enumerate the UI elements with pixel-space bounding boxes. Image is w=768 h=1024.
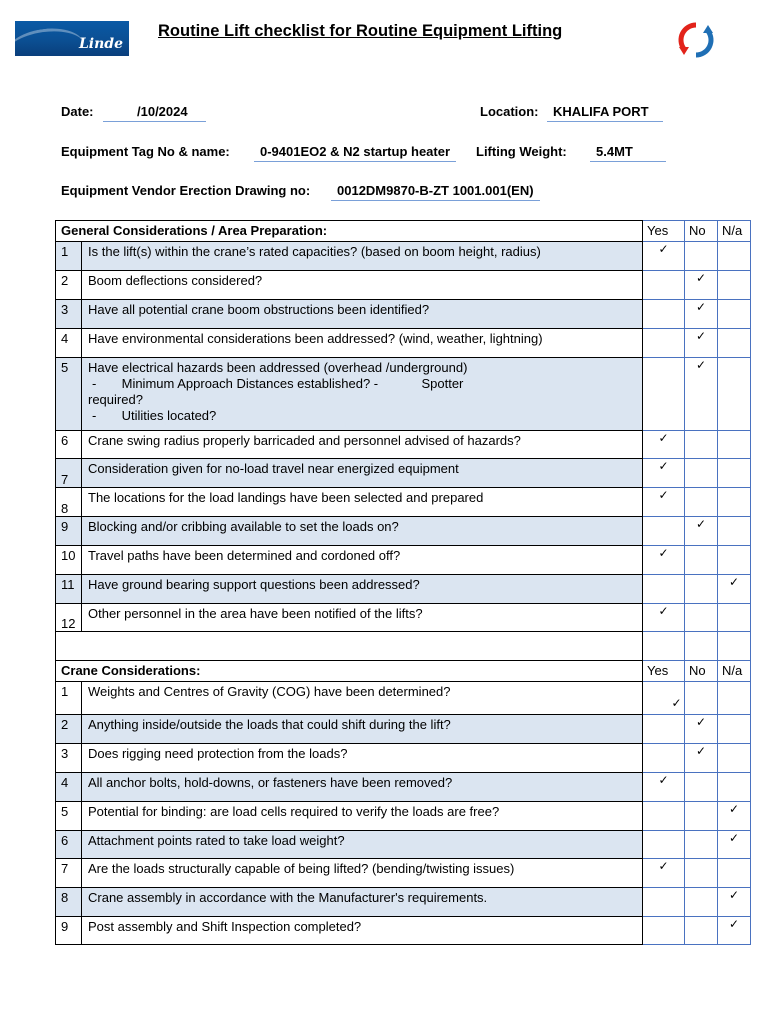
row-question xyxy=(82,329,643,358)
logo-text: Linde xyxy=(78,36,123,52)
check-mark-icon: ✓ xyxy=(728,831,740,845)
checkbox-yes[interactable] xyxy=(643,802,685,831)
question-text: Anything inside/outside the loads that could shift during the lift? xyxy=(88,717,451,732)
check-mark-icon: ✓ xyxy=(695,271,707,285)
checklist-row xyxy=(56,459,751,488)
checklist-row xyxy=(56,744,751,773)
checkbox-yes[interactable] xyxy=(643,546,685,575)
blank-mark-cell xyxy=(685,632,718,661)
checkbox-na[interactable] xyxy=(718,682,751,715)
question-text: Does rigging need protection from the loads? xyxy=(88,746,348,761)
question-text: Have environmental considerations been addressed? (wind, weather, lightning) xyxy=(88,331,543,346)
section-heading: General Considerations / Area Preparation: xyxy=(56,221,643,242)
question-subitem: - Utilities located? xyxy=(92,408,217,423)
checkbox-no[interactable] xyxy=(685,459,718,488)
row-question xyxy=(82,604,643,632)
question-text: Other personnel in the area have been notified of the lifts? xyxy=(88,606,423,621)
checkbox-na[interactable] xyxy=(718,917,751,945)
checkbox-na[interactable] xyxy=(718,358,751,431)
row-question xyxy=(82,575,643,604)
checkbox-no[interactable] xyxy=(685,488,718,517)
row-number: 5 xyxy=(56,358,82,431)
checkbox-yes[interactable] xyxy=(643,715,685,744)
check-mark-icon: ✓ xyxy=(658,242,669,256)
checkbox-no[interactable] xyxy=(685,888,718,917)
checkbox-yes[interactable] xyxy=(643,431,685,459)
checkbox-yes[interactable] xyxy=(643,242,685,271)
question-text: Travel paths have been determined and cordoned off? xyxy=(88,548,401,563)
row-number: 5 xyxy=(56,802,82,831)
check-mark-icon: ✓ xyxy=(695,744,707,758)
row-question xyxy=(82,682,643,715)
blank-cell xyxy=(56,632,643,661)
checkbox-na[interactable] xyxy=(718,888,751,917)
row-number: 6 xyxy=(56,431,82,459)
logo-swoosh xyxy=(15,24,88,56)
check-mark-icon: ✓ xyxy=(658,431,669,445)
checkbox-no[interactable] xyxy=(685,329,718,358)
checkbox-no[interactable] xyxy=(685,604,718,632)
row-number: 8 xyxy=(56,488,82,517)
checkbox-na[interactable] xyxy=(718,546,751,575)
question-subitem: - Minimum Approach Distances established? - Spotter xyxy=(92,376,464,391)
checkbox-no[interactable] xyxy=(685,682,718,715)
checkbox-yes[interactable] xyxy=(643,773,685,802)
checklist-row xyxy=(56,329,751,358)
question-text: Crane swing radius properly barricaded and personnel advised of hazards? xyxy=(88,433,521,448)
row-number: 10 xyxy=(56,546,82,575)
crane-considerations-table xyxy=(55,660,751,945)
check-mark-icon: ✓ xyxy=(658,459,669,473)
column-header-yes: Yes xyxy=(643,221,685,242)
check-mark-icon: ✓ xyxy=(695,329,707,343)
row-number: 3 xyxy=(56,300,82,329)
checkbox-no[interactable] xyxy=(685,859,718,888)
row-question xyxy=(82,773,643,802)
checklist-row xyxy=(56,431,751,459)
question-text: Have electrical hazards been addressed (overhead /underground) xyxy=(88,360,468,375)
check-mark-icon: ✓ xyxy=(658,859,669,873)
question-text: All anchor bolts, hold-downs, or fasteners have been removed? xyxy=(88,775,453,790)
row-question xyxy=(82,546,643,575)
row-question xyxy=(82,271,643,300)
checkbox-no[interactable] xyxy=(685,300,718,329)
date-label: Date: xyxy=(61,104,94,119)
check-mark-icon: ✓ xyxy=(658,488,669,502)
checkbox-yes[interactable] xyxy=(643,831,685,859)
row-question xyxy=(82,431,643,459)
checklist-row xyxy=(56,575,751,604)
equipment-tag-value: 0-9401EO2 & N2 startup heater xyxy=(254,144,456,162)
row-number: 11 xyxy=(56,575,82,604)
row-number: 4 xyxy=(56,329,82,358)
checklist-row xyxy=(56,517,751,546)
row-question xyxy=(82,358,643,431)
column-header-no: No xyxy=(685,661,718,682)
checklist-row xyxy=(56,604,751,632)
checkbox-no[interactable] xyxy=(685,517,718,546)
section-header-row xyxy=(56,661,751,682)
row-question xyxy=(82,488,643,517)
row-question xyxy=(82,888,643,917)
check-mark-icon: ✓ xyxy=(695,300,707,314)
question-text: Weights and Centres of Gravity (COG) have been determined? xyxy=(88,684,451,699)
checkbox-yes[interactable] xyxy=(643,271,685,300)
question-text: Crane assembly in accordance with the Manufacturer's requirements. xyxy=(88,890,488,905)
question-text: Have ground bearing support questions been addressed? xyxy=(88,577,420,592)
checkbox-yes[interactable] xyxy=(643,488,685,517)
checkbox-na[interactable] xyxy=(718,271,751,300)
question-text: Is the lift(s) within the crane’s rated capacities? (based on boom height, radius) xyxy=(88,244,541,259)
checkbox-na[interactable] xyxy=(718,604,751,632)
checkbox-no[interactable] xyxy=(685,802,718,831)
checklist-row xyxy=(56,888,751,917)
row-number: 9 xyxy=(56,517,82,546)
checklist-row xyxy=(56,488,751,517)
location-value: KHALIFA PORT xyxy=(547,104,663,122)
checkbox-yes[interactable] xyxy=(643,744,685,773)
question-text: Blocking and/or cribbing available to set the loads on? xyxy=(88,519,399,534)
check-mark-icon: ✓ xyxy=(728,575,740,589)
checkbox-no[interactable] xyxy=(685,744,718,773)
check-mark-icon: ✓ xyxy=(728,802,740,816)
checkbox-yes[interactable] xyxy=(643,682,685,715)
checkbox-na[interactable] xyxy=(718,802,751,831)
column-header-yes: Yes xyxy=(643,661,685,682)
checkbox-yes[interactable] xyxy=(643,917,685,945)
drawing-no-label: Equipment Vendor Erection Drawing no: xyxy=(61,183,311,198)
question-text: Are the loads structurally capable of being lifted? (bending/twisting issues) xyxy=(88,861,515,876)
row-question xyxy=(82,802,643,831)
row-number: 8 xyxy=(56,888,82,917)
checkbox-na[interactable] xyxy=(718,488,751,517)
checkbox-na[interactable] xyxy=(718,715,751,744)
drawing-no-value: 0012DM9870-B-ZT 1001.001(EN) xyxy=(331,183,540,201)
checkbox-na[interactable] xyxy=(718,242,751,271)
location-label: Location: xyxy=(480,104,539,119)
checklist-row xyxy=(56,917,751,945)
question-text: Post assembly and Shift Inspection completed? xyxy=(88,919,362,934)
section-heading: Crane Considerations: xyxy=(56,661,643,682)
row-number: 4 xyxy=(56,773,82,802)
row-number: 12 xyxy=(56,604,82,632)
checklist-row xyxy=(56,831,751,859)
checklist-row xyxy=(56,715,751,744)
checklist-row xyxy=(56,271,751,300)
checkbox-yes[interactable] xyxy=(643,888,685,917)
row-number: 1 xyxy=(56,242,82,271)
row-question xyxy=(82,859,643,888)
checklist-row xyxy=(56,242,751,271)
checkbox-no[interactable] xyxy=(685,271,718,300)
row-number: 6 xyxy=(56,831,82,859)
question-text: Have all potential crane boom obstructions been identified? xyxy=(88,302,430,317)
checkbox-na[interactable] xyxy=(718,773,751,802)
linde-logo xyxy=(15,21,129,56)
checkbox-yes[interactable] xyxy=(643,604,685,632)
checklist-row xyxy=(56,802,751,831)
row-question xyxy=(82,242,643,271)
checkbox-yes[interactable] xyxy=(643,329,685,358)
checkbox-na[interactable] xyxy=(718,859,751,888)
checkbox-no[interactable] xyxy=(685,917,718,945)
check-mark-icon: ✓ xyxy=(728,888,740,902)
date-value: /10/2024 xyxy=(103,104,206,122)
question-text: The locations for the load landings have been selected and prepared xyxy=(88,490,484,505)
checkbox-no[interactable] xyxy=(685,773,718,802)
row-question xyxy=(82,715,643,744)
checklist-row xyxy=(56,300,751,329)
question-text: Boom deflections considered? xyxy=(88,273,263,288)
checkbox-na[interactable] xyxy=(718,744,751,773)
column-header-no: No xyxy=(685,221,718,242)
checklist-row xyxy=(56,546,751,575)
general-considerations-table xyxy=(55,220,751,661)
row-question xyxy=(82,459,643,488)
checkbox-yes[interactable] xyxy=(643,300,685,329)
checklist-row xyxy=(56,682,751,715)
check-mark-icon: ✓ xyxy=(695,358,707,372)
row-number: 2 xyxy=(56,715,82,744)
checkbox-no[interactable] xyxy=(685,358,718,431)
row-question xyxy=(82,917,643,945)
check-mark-icon: ✓ xyxy=(658,604,669,618)
column-header-na: N/a xyxy=(718,221,751,242)
checkbox-na[interactable] xyxy=(718,329,751,358)
checkbox-na[interactable] xyxy=(718,831,751,859)
checkbox-no[interactable] xyxy=(685,715,718,744)
checklist-row xyxy=(56,773,751,802)
checklist-row xyxy=(56,859,751,888)
checkbox-no[interactable] xyxy=(685,575,718,604)
row-number: 3 xyxy=(56,744,82,773)
row-question xyxy=(82,744,643,773)
row-number: 7 xyxy=(56,859,82,888)
check-mark-icon: ✓ xyxy=(658,773,669,787)
equipment-tag-label: Equipment Tag No & name: xyxy=(61,144,230,159)
section-header-row xyxy=(56,221,751,242)
checkbox-yes[interactable] xyxy=(643,575,685,604)
row-question xyxy=(82,831,643,859)
blank-mark-cell xyxy=(718,632,751,661)
checkbox-yes[interactable] xyxy=(643,358,685,431)
check-mark-icon: ✓ xyxy=(671,696,682,710)
checkbox-no[interactable] xyxy=(685,546,718,575)
check-mark-icon: ✓ xyxy=(728,917,740,931)
row-number: 7 xyxy=(56,459,82,488)
check-mark-icon: ✓ xyxy=(658,546,669,560)
checkbox-no[interactable] xyxy=(685,831,718,859)
checkbox-yes[interactable] xyxy=(643,459,685,488)
checkbox-no[interactable] xyxy=(685,242,718,271)
row-question xyxy=(82,300,643,329)
question-text: Consideration given for no-load travel near energized equipment xyxy=(88,461,459,476)
check-mark-icon: ✓ xyxy=(695,715,707,729)
checkbox-na[interactable] xyxy=(718,459,751,488)
checkbox-na[interactable] xyxy=(718,517,751,546)
lifting-weight-label: Lifting Weight: xyxy=(476,144,567,159)
row-number: 9 xyxy=(56,917,82,945)
row-number: 1 xyxy=(56,682,82,715)
blank-mark-cell xyxy=(643,632,685,661)
page-title: Routine Lift checklist for Routine Equipment Lifting xyxy=(158,22,563,40)
checkbox-na[interactable] xyxy=(718,431,751,459)
row-number: 2 xyxy=(56,271,82,300)
row-question xyxy=(82,517,643,546)
blank-row xyxy=(56,632,751,661)
column-header-na: N/a xyxy=(718,661,751,682)
checkbox-no[interactable] xyxy=(685,431,718,459)
check-mark-icon: ✓ xyxy=(695,517,707,531)
checkbox-yes[interactable] xyxy=(643,517,685,546)
question-subitem: required? xyxy=(88,392,143,407)
checklist-row xyxy=(56,358,751,431)
question-text: Potential for binding: are load cells required to verify the loads are free? xyxy=(88,804,500,819)
checkbox-yes[interactable] xyxy=(643,859,685,888)
lifting-weight-value: 5.4MT xyxy=(590,144,666,162)
question-text: Attachment points rated to take load weight? xyxy=(88,833,345,848)
refresh-cycle-logo-icon xyxy=(676,20,716,60)
checkbox-na[interactable] xyxy=(718,575,751,604)
checkbox-na[interactable] xyxy=(718,300,751,329)
